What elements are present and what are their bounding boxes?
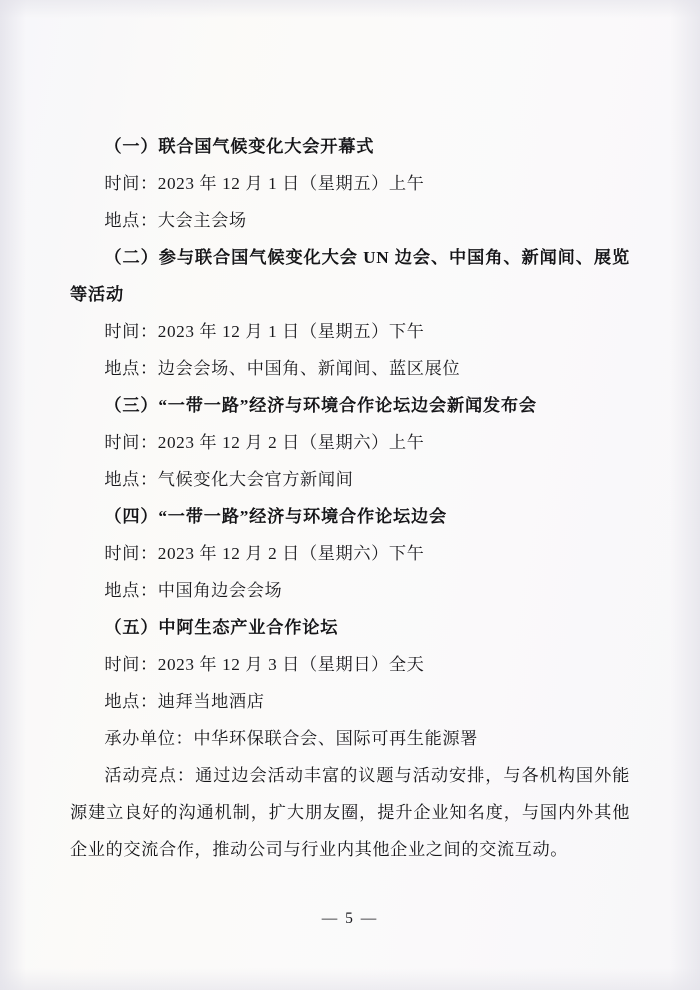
section-heading-4: （四）“一带一路”经济与环境合作论坛边会 <box>104 507 447 526</box>
section-heading-3: （三）“一带一路”经济与环境合作论坛边会新闻发布会 <box>104 396 537 415</box>
section-5-organizer: 承办单位：中华环保联合会、国际可再生能源署 <box>104 729 478 748</box>
section-heading-5: （五）中阿生态产业合作论坛 <box>104 618 339 637</box>
section-2-time: 时间：2023 年 12 月 1 日（星期五）下午 <box>104 322 425 341</box>
section-5-time: 时间：2023 年 12 月 3 日（星期日）全天 <box>104 655 425 674</box>
closing-paragraph: 活动亮点：通过边会活动丰富的议题与活动安排，与各机构国外能源建立良好的沟通机制，扩大朋友圈，提升企业知名度，与国内外其他企业的交流合作，推动公司与行业内其他企业之间的交流互动。 <box>70 766 630 859</box>
document-body <box>70 128 630 868</box>
section-4-location: 地点：中国角边会会场 <box>104 581 283 600</box>
section-heading-1: （一）联合国气候变化大会开幕式 <box>104 137 375 156</box>
section-5-location: 地点：迪拜当地酒店 <box>104 692 265 711</box>
section-1-time: 时间：2023 年 12 月 1 日（星期五）上午 <box>104 174 425 193</box>
scan-edge-bottom <box>0 968 700 990</box>
page-number: — 5 — <box>321 910 379 927</box>
section-3-time: 时间：2023 年 12 月 2 日（星期六）上午 <box>104 433 425 452</box>
section-3-location: 地点：气候变化大会官方新闻间 <box>104 470 354 489</box>
section-heading-2: （二）参与联合国气候变化大会 UN 边会、中国角、新闻间、展览等活动 <box>70 248 630 304</box>
scan-edge-top <box>0 0 700 18</box>
section-1-location: 地点：大会主会场 <box>104 211 247 230</box>
scan-edge-left <box>0 0 26 990</box>
scan-edge-right <box>670 0 700 990</box>
section-4-time: 时间：2023 年 12 月 2 日（星期六）下午 <box>104 544 425 563</box>
section-2-location: 地点：边会会场、中国角、新闻间、蓝区展位 <box>104 359 461 378</box>
